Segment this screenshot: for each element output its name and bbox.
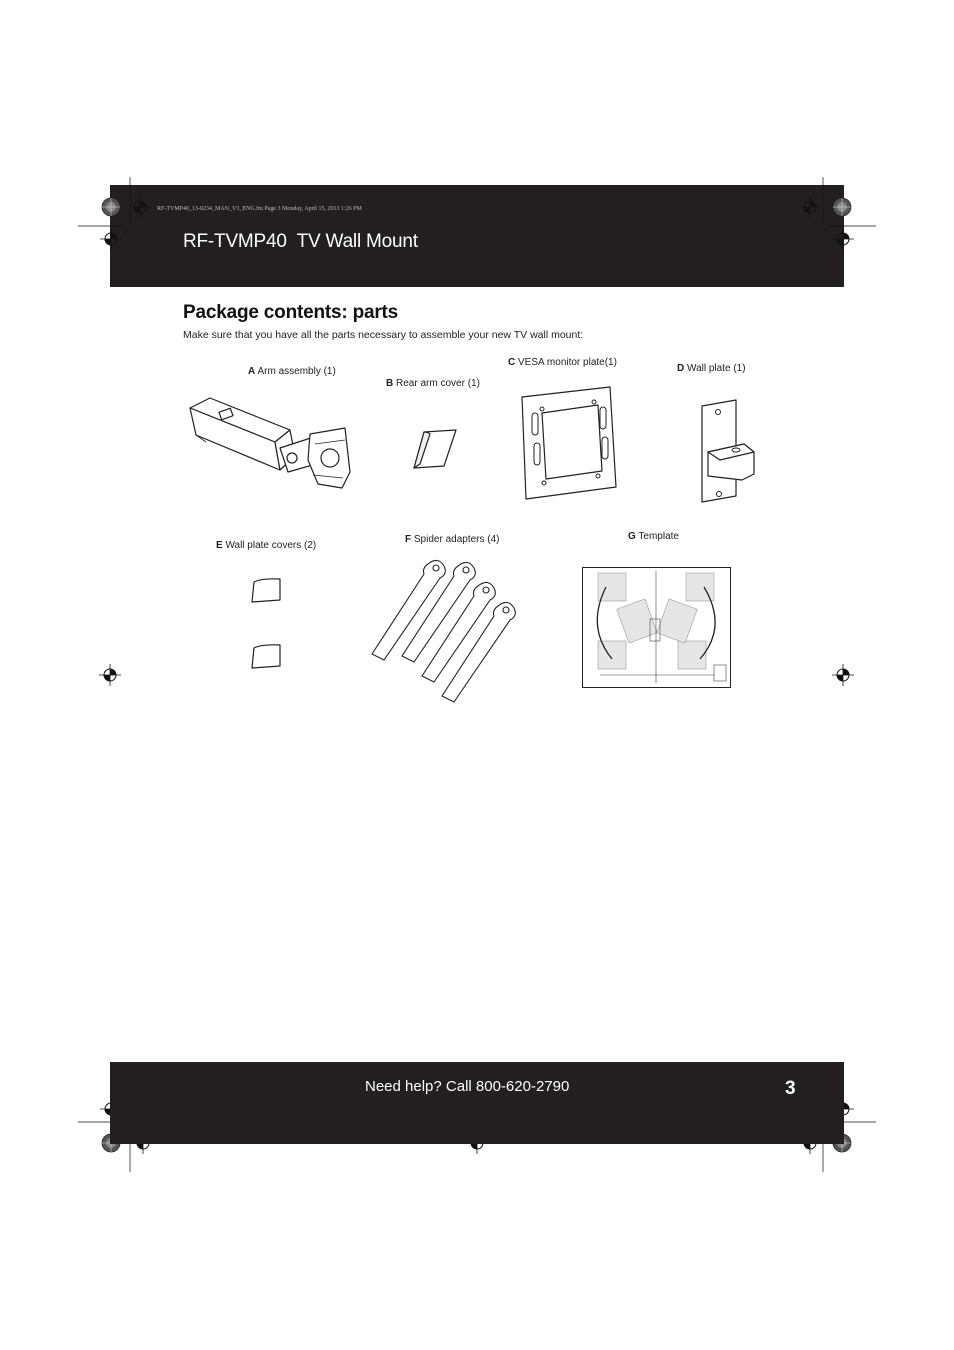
part-letter: C xyxy=(508,357,516,368)
part-label: Wall plate (1) xyxy=(687,363,746,374)
part-label: VESA monitor plate(1) xyxy=(518,357,617,368)
part-letter: D xyxy=(677,363,685,374)
part-letter: A xyxy=(248,366,256,377)
part-letter: E xyxy=(216,540,223,551)
footer-band xyxy=(110,1062,844,1144)
print-info: RF-TVMP40_13-0234_MAN_V3_ENG.fm Page 3 Monday, April 15, 2013 1:26 PM xyxy=(157,206,362,212)
section-title: Package contents: parts xyxy=(183,302,399,323)
part-label: Spider adapters (4) xyxy=(413,534,500,545)
part-label: Rear arm cover (1) xyxy=(396,378,480,389)
part-label: Arm assembly (1) xyxy=(257,366,336,377)
part-label: Template xyxy=(638,531,679,542)
part-label: Wall plate covers (2) xyxy=(225,540,317,551)
help-phone-text: Need help? Call 800-620-2790 xyxy=(365,1078,570,1095)
part-letter: B xyxy=(386,378,394,389)
document-title: RF-TVMP40 TV Wall Mount xyxy=(183,231,418,252)
page-number: 3 xyxy=(785,1078,796,1099)
intro-text: Make sure that you have all the parts necessary to assemble your new TV wall mount: xyxy=(183,329,584,341)
part-letter: G xyxy=(628,531,636,542)
part-letter: F xyxy=(405,534,412,545)
